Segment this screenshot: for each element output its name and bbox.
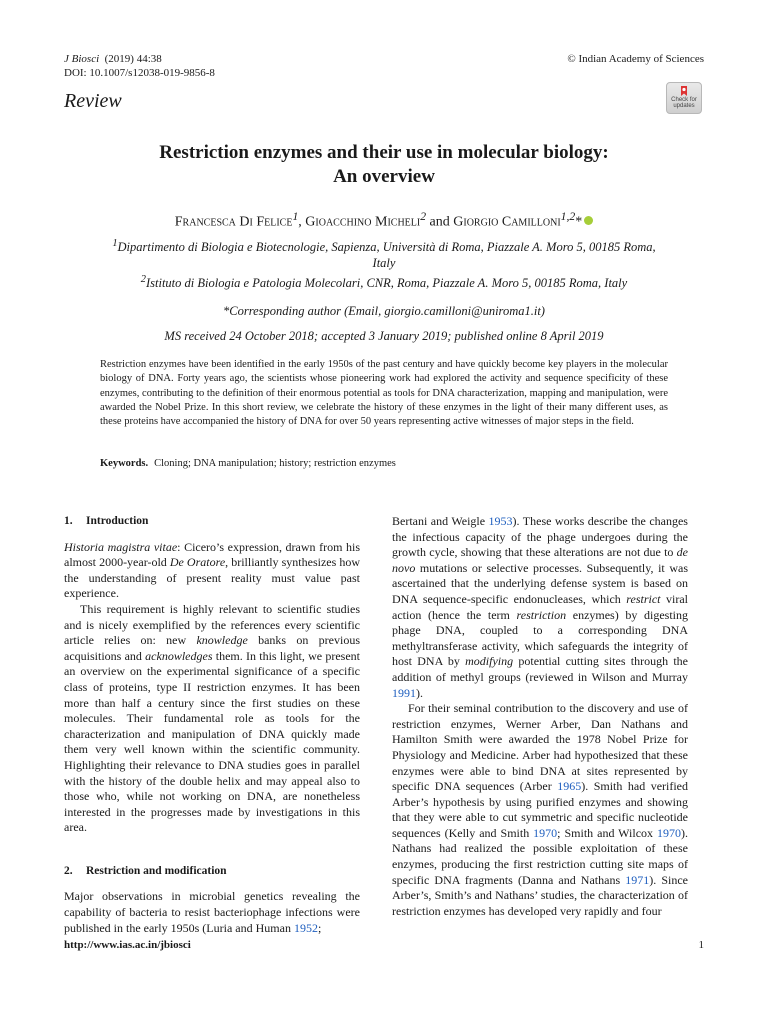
section-number: 2. (64, 864, 73, 877)
title-line-2: An overview (333, 166, 435, 187)
citation-link[interactable]: 1970 (533, 825, 558, 840)
text: ; (317, 920, 322, 935)
title-line-1: Restriction enzymes and their use in molecular biology: (159, 142, 609, 163)
bookmark-icon (678, 85, 690, 97)
text: For their seminal contribution to the discovery and use of restriction enzymes, Werner Arber, Dan Nathans and Hamilton Smith were awarded the 1978 Nobel Prize for Physiology and Medicine. Arber had hypothesized that these enzymes were able to bind DNA at sites represented by specific DNA sequences (Arber (392, 701, 688, 794)
corresponding-marker: * (575, 214, 583, 230)
author-list (64, 210, 704, 231)
badge-text-line2: updates (673, 103, 695, 109)
affiliation-number: 2 (140, 274, 146, 285)
article-title (64, 141, 704, 189)
text: Bertani and Weigle (392, 514, 489, 528)
text: ). (416, 685, 423, 700)
text: ). Nathans had realized the possible exploitation of these enzymes, producing the first restriction cutting site maps of specific DNA fragments (Danna and Nathans (392, 825, 688, 887)
affiliation-1 (100, 236, 668, 271)
affiliation-text: Istituto di Biologia e Patologia Molecolari, CNR, Roma, Piazzale A. Moro 5, 00185 Roma, Italy (145, 276, 628, 291)
emphasis: modifying (465, 654, 514, 669)
author-affiliation-marker: 1,2 (560, 210, 576, 223)
emphasis: Historia magistra vitae (64, 539, 178, 554)
text: mutations or selective processes. Subsequently, it was ascertained that the underlying defense system is based on DNA sequence-specific endonucleases, which (392, 560, 688, 606)
badge-text-line1: Check for (671, 97, 697, 103)
text: viral action (hence the term (392, 591, 688, 622)
emphasis: de novo (392, 545, 688, 575)
body-column-left (64, 514, 360, 936)
text: ). Since Arber’s, Smith’s and Nathans’ studies, the characterization of restriction enzymes has developed very rapidly and four (392, 872, 689, 918)
emphasis: restriction (516, 607, 567, 622)
paragraph (392, 701, 688, 919)
section-number: 1. (64, 515, 73, 527)
section-title: Restriction and modification (86, 864, 227, 877)
emphasis: restrict (626, 591, 661, 606)
citation-link[interactable]: 1991 (392, 685, 416, 700)
section-title: Introduction (86, 515, 149, 527)
copyright-notice: © Indian Academy of Sciences (567, 53, 704, 65)
orcid-icon[interactable] (584, 216, 593, 225)
affiliation-2 (64, 274, 704, 291)
text: ). These works describe the changes the infectious capacity of the phage undergoes during the growth cycle, showing that these alterations are not due to (392, 514, 688, 560)
emphasis: De Oratore (169, 555, 226, 570)
check-for-updates-badge[interactable] (666, 82, 702, 114)
author-name: Giorgio Camilloni (453, 214, 561, 230)
keywords (100, 458, 396, 469)
text: them. In this light, we present an overview on the experimental significance of a specific class of proteins, type II restriction enzymes. It has been more than half a century since the first studies on these molecules. Their fundamental role as tools for the characterization and manipulation of DNA quickly made them very well known within the scientific community. Highlighting their relevance to DNA studies goes in parallel with the history of the double helix and may appeal also to those who, while not working on DNA, are nonetheless interested in the progresses made by investigations in this area. (64, 648, 360, 835)
author-name: Gioacchino Micheli (305, 214, 421, 230)
citation-link[interactable]: 1970 (657, 825, 681, 840)
text: potential cutting sites through the addition of methyl groups (reviewed in Wilson and Murray (392, 654, 689, 684)
paragraph (64, 602, 360, 836)
keywords-text: Cloning; DNA manipulation; history; restriction enzymes (154, 458, 396, 469)
affiliation-number: 1 (112, 238, 118, 249)
text: ). Smith had verified Arber’s hypothesis by using purified enzymes and showing that they were able to cut symmetric and specific nucleotide sequences (Kelly and Smith (392, 779, 689, 840)
author-separator: , (298, 214, 306, 230)
author-affiliation-marker: 1 (292, 210, 299, 223)
author-name: Francesca Di Felice (174, 214, 293, 230)
citation-link[interactable]: 1965 (557, 779, 582, 794)
emphasis: acknowledges (145, 648, 213, 663)
doi: DOI: 10.1007/s12038-019-9856-8 (64, 67, 215, 79)
affiliation-text: Dipartimento di Biologia e Biotecnologie, Sapienza, Università di Roma, Piazzale A. Moro 5, 00185 Roma, Italy (117, 240, 656, 271)
citation-link[interactable]: 1953 (488, 514, 513, 528)
author-separator: and (426, 214, 454, 230)
manuscript-dates: MS received 24 October 2018; accepted 3 January 2019; published online 8 April 2019 (164, 329, 604, 343)
journal-url[interactable]: http://www.ias.ac.in/jbiosci (64, 939, 191, 951)
journal-name: J Biosci (64, 53, 100, 65)
citation-link[interactable]: 1971 (625, 872, 650, 887)
body-column-right (392, 514, 688, 919)
page-number: 1 (698, 939, 704, 951)
abstract: Restriction enzymes have been identified in the early 1950s of the past century and have quickly become key players in the molecular biology of DNA. Forty years ago, the scientists whose pioneering work had explored the activity and sequence specificity of these enzymes, contributing to the definition of their enormous potential as tools for DNA characterization, mapping and manipulation, were awarded the Nobel Prize. In this short review, we celebrate the history of these enzymes in the light of their many different uses, as these proteins have accompanied the history of DNA for over 50 years representing active witnesses of major steps in the field. (100, 359, 668, 428)
text: enzymes) by digesting phage DNA, coupled to a corresponding DNA methyltransferase activity, which safeguards the integrity of host DNA by (392, 607, 688, 669)
text: Major observations in microbial genetics revealing the capability of bacteria to resist bacteriophage infections were published in the early 1950s (Luria and Human (64, 889, 360, 935)
paragraph (64, 540, 360, 602)
journal-year-volume: (2019) 44:38 (104, 53, 162, 65)
keywords-label: Keywords. (100, 458, 149, 469)
section-heading (64, 864, 360, 880)
text: This requirement is highly relevant to scientific studies and is nicely exemplified by the references every scientific article relies on: new (64, 601, 360, 648)
article-type-label: Review (64, 90, 122, 112)
author-affiliation-marker: 2 (420, 210, 427, 223)
citation-link[interactable]: 1952 (293, 920, 318, 935)
text: ; Smith and Wilcox (557, 825, 657, 840)
paragraph (392, 514, 688, 701)
emphasis: knowledge (196, 633, 248, 648)
corresponding-author: *Corresponding author (Email, giorgio.camilloni@uniroma1.it) (223, 304, 545, 318)
text: banks on previous acquisitions and (64, 633, 360, 663)
paragraph (64, 889, 360, 936)
text: : Cicero’s expression, drawn from his almost 2000-year-old (64, 539, 360, 570)
section-heading (64, 514, 360, 530)
journal-citation (64, 52, 162, 66)
text: , brilliantly synthesizes how the understanding of present reality must value past experience. (64, 555, 361, 601)
